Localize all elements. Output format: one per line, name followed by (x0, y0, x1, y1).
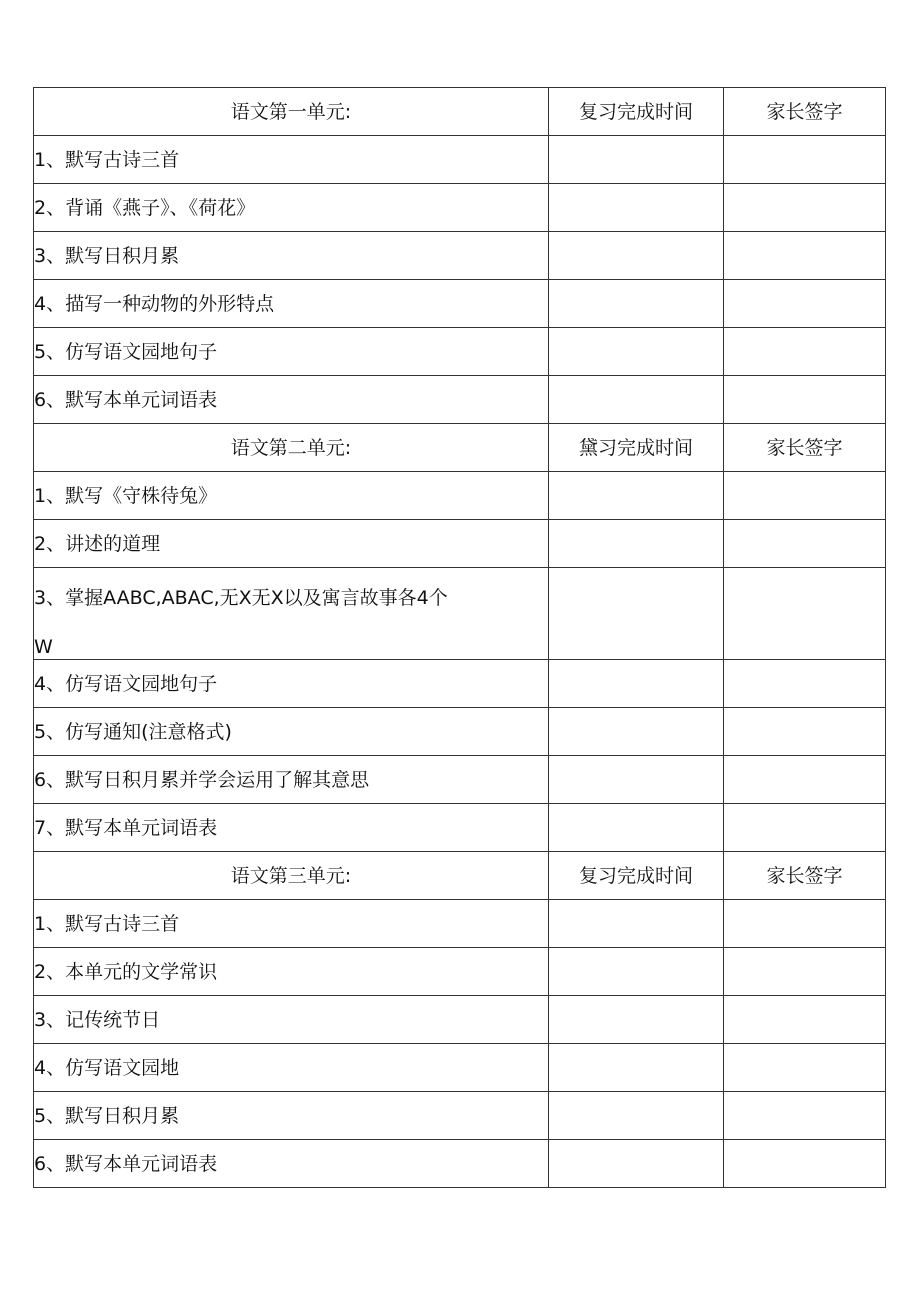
task-row (34, 996, 886, 1044)
task-row (34, 472, 886, 520)
review-time-cell[interactable] (549, 996, 724, 1044)
task-item: 5、仿写语文园地句子 (34, 328, 549, 376)
review-time-cell[interactable] (549, 520, 724, 568)
parent-signature-cell[interactable] (724, 280, 886, 328)
task-item: 1、默写古诗三首 (34, 900, 549, 948)
task-row (34, 520, 886, 568)
task-row (34, 756, 886, 804)
task-row (34, 1140, 886, 1188)
task-row (34, 232, 886, 280)
task-item: 7、默写本单元词语表 (34, 804, 549, 852)
parent-signature-cell[interactable] (724, 1092, 886, 1140)
task-item: 5、默写日积月累 (34, 1092, 549, 1140)
task-row (34, 900, 886, 948)
review-time-cell[interactable] (549, 708, 724, 756)
task-item (34, 568, 549, 660)
task-item: 3、默写日积月累 (34, 232, 549, 280)
parent-signature-cell[interactable] (724, 520, 886, 568)
review-time-cell[interactable] (549, 136, 724, 184)
review-time-cell[interactable] (549, 568, 724, 660)
review-time-cell[interactable] (549, 1044, 724, 1092)
parent-signature-cell[interactable] (724, 1044, 886, 1092)
parent-signature-header: 家长签字 (724, 424, 886, 472)
task-item: 2、本单元的文学常识 (34, 948, 549, 996)
review-time-cell[interactable] (549, 184, 724, 232)
parent-signature-cell[interactable] (724, 660, 886, 708)
parent-signature-cell[interactable] (724, 804, 886, 852)
unit-title: 语文第一单元: (34, 88, 549, 136)
task-row (34, 280, 886, 328)
review-time-cell[interactable] (549, 232, 724, 280)
review-table (33, 87, 886, 1188)
review-time-cell[interactable] (549, 660, 724, 708)
parent-signature-cell[interactable] (724, 232, 886, 280)
task-row (34, 804, 886, 852)
review-time-cell[interactable] (549, 804, 724, 852)
task-item: 6、默写本单元词语表 (34, 376, 549, 424)
parent-signature-cell[interactable] (724, 1140, 886, 1188)
parent-signature-cell[interactable] (724, 708, 886, 756)
review-time-cell[interactable] (549, 1140, 724, 1188)
task-item: 4、仿写语文园地句子 (34, 660, 549, 708)
review-time-cell[interactable] (549, 472, 724, 520)
parent-signature-cell[interactable] (724, 472, 886, 520)
parent-signature-header: 家长签字 (724, 88, 886, 136)
review-time-cell[interactable] (549, 948, 724, 996)
task-item: 4、描写一种动物的外形特点 (34, 280, 549, 328)
parent-signature-header: 家长签字 (724, 852, 886, 900)
task-item: 2、讲述的道理 (34, 520, 549, 568)
unit-header-row (34, 424, 886, 472)
parent-signature-cell[interactable] (724, 376, 886, 424)
task-row (34, 708, 886, 756)
parent-signature-cell[interactable] (724, 184, 886, 232)
review-time-cell[interactable] (549, 900, 724, 948)
task-row (34, 376, 886, 424)
task-row (34, 328, 886, 376)
parent-signature-cell[interactable] (724, 948, 886, 996)
review-time-cell[interactable] (549, 376, 724, 424)
unit-header-row (34, 88, 886, 136)
review-time-header: 黛习完成时间 (549, 424, 724, 472)
parent-signature-cell[interactable] (724, 136, 886, 184)
review-time-cell[interactable] (549, 1092, 724, 1140)
unit-title: 语文第三单元: (34, 852, 549, 900)
task-item: 1、默写《守株待兔》 (34, 472, 549, 520)
task-item: 2、背诵《燕子》、《荷花》 (34, 184, 549, 232)
unit-header-row (34, 852, 886, 900)
parent-signature-cell[interactable] (724, 996, 886, 1044)
parent-signature-cell[interactable] (724, 756, 886, 804)
task-row (34, 568, 886, 660)
task-row (34, 1044, 886, 1092)
task-row (34, 948, 886, 996)
review-time-cell[interactable] (549, 756, 724, 804)
task-item-wrapped-line: W (34, 636, 53, 658)
parent-signature-cell[interactable] (724, 568, 886, 660)
review-time-header: 复习完成时间 (549, 88, 724, 136)
task-item-line: 3、掌握AABC,ABAC,无X无X以及寓言故事各4个 (34, 587, 448, 609)
task-item: 6、默写日积月累并学会运用了解其意思 (34, 756, 549, 804)
review-time-cell[interactable] (549, 280, 724, 328)
review-time-header: 复习完成时间 (549, 852, 724, 900)
task-row (34, 660, 886, 708)
task-row (34, 184, 886, 232)
task-item: 1、默写古诗三首 (34, 136, 549, 184)
task-row (34, 136, 886, 184)
task-item: 6、默写本单元词语表 (34, 1140, 549, 1188)
task-item: 4、仿写语文园地 (34, 1044, 549, 1092)
parent-signature-cell[interactable] (724, 328, 886, 376)
review-time-cell[interactable] (549, 328, 724, 376)
task-item: 5、仿写通知(注意格式) (34, 708, 549, 756)
unit-title: 语文第二单元: (34, 424, 549, 472)
parent-signature-cell[interactable] (724, 900, 886, 948)
task-item: 3、记传统节日 (34, 996, 549, 1044)
task-row (34, 1092, 886, 1140)
